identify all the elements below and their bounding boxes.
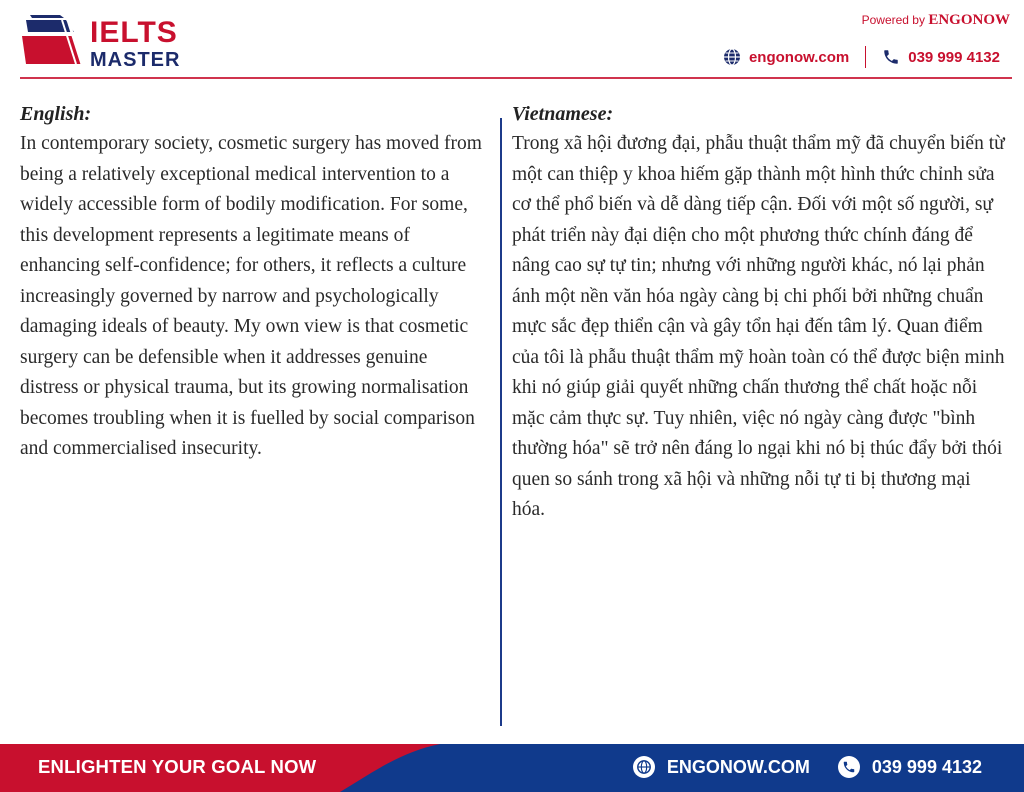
globe-icon bbox=[723, 48, 741, 66]
logo-mark-icon bbox=[20, 14, 86, 70]
header-phone-text: 039 999 4132 bbox=[908, 48, 1000, 66]
footer-website-link[interactable] bbox=[633, 756, 810, 778]
footer-phone-text: 039 999 4132 bbox=[871, 756, 982, 777]
page-footer bbox=[0, 744, 1024, 792]
phone-icon bbox=[882, 48, 900, 66]
footer-contact bbox=[633, 756, 982, 778]
footer-slogan: ENLIGHTEN YOUR GOAL NOW bbox=[38, 756, 317, 777]
logo-ielts-text: IELTS bbox=[90, 16, 178, 49]
footer-website-text: ENGONOW.COM bbox=[666, 756, 810, 777]
vietnamese-paragraph: Trong xã hội đương đại, phẫu thuật thẩm mỹ đã chuyển biến từ một can thiệp y khoa hiếm gặp thành một hình thức chỉnh sửa cơ thể phổ biến và dễ dàng tiếp cận. Đối với một số người, sự phát triển này đại diện cho một phương thức chính đáng để nâng cao sự tự tin; nhưng với những người khác, nó lại phản ánh một nền văn hóa ngày càng bị chi phối bởi những chuẩn mực sắc đẹp thiển cận và gây tổn hại đến tâm lý. Quan điểm của tôi là phẫu thuật thẩm mỹ hoàn toàn có thể được biện minh khi nó giúp giải quyết những chấn thương thể chất hoặc nỗi mặc cảm thực sự. Tuy nhiên, việc nó ngày càng được "bình thường hóa" sẽ trở nên đáng lo ngại khi nó bị thúc đẩy bởi thói quen so sánh trong xã hội và những nỗi tự ti bị thương mại hóa. bbox=[512, 133, 1005, 520]
ielts-master-logo[interactable] bbox=[20, 14, 190, 72]
header-website-link[interactable] bbox=[723, 48, 849, 66]
header-contact bbox=[723, 46, 1000, 68]
phone-icon bbox=[838, 756, 860, 778]
header-phone-link[interactable] bbox=[882, 48, 1000, 66]
english-paragraph: In contemporary society, cosmetic surgery has moved from being a relatively exceptional medical intervention to a widely accessible form of bodily modification. For some, this development represents a legitimate means of enhancing self-confidence; for others, it reflects a culture increasingly governed by narrow and psychologically damaging ideals of beauty. My own view is that cosmetic surgery can be defensible when it addresses genuine distress or physical trauma, but its growing normalisation becomes troubling when it is fuelled by social comparison and commercialised insecurity. bbox=[20, 133, 482, 459]
logo-master-text: MASTER bbox=[90, 49, 181, 71]
footer-phone-link[interactable] bbox=[838, 756, 982, 778]
english-heading: English: bbox=[20, 103, 92, 125]
header-divider bbox=[20, 77, 1012, 79]
english-column bbox=[20, 100, 490, 465]
powered-by-brand: ENGONOW bbox=[928, 12, 1010, 28]
powered-by-label: Powered by bbox=[861, 13, 925, 27]
globe-icon bbox=[633, 756, 655, 778]
vietnamese-column bbox=[512, 100, 1008, 526]
page-header bbox=[0, 0, 1024, 80]
column-divider bbox=[500, 118, 502, 726]
header-contact-separator bbox=[865, 46, 866, 68]
vietnamese-heading: Vietnamese: bbox=[512, 103, 614, 125]
header-website-text: engonow.com bbox=[748, 48, 850, 66]
powered-by bbox=[862, 12, 1010, 29]
